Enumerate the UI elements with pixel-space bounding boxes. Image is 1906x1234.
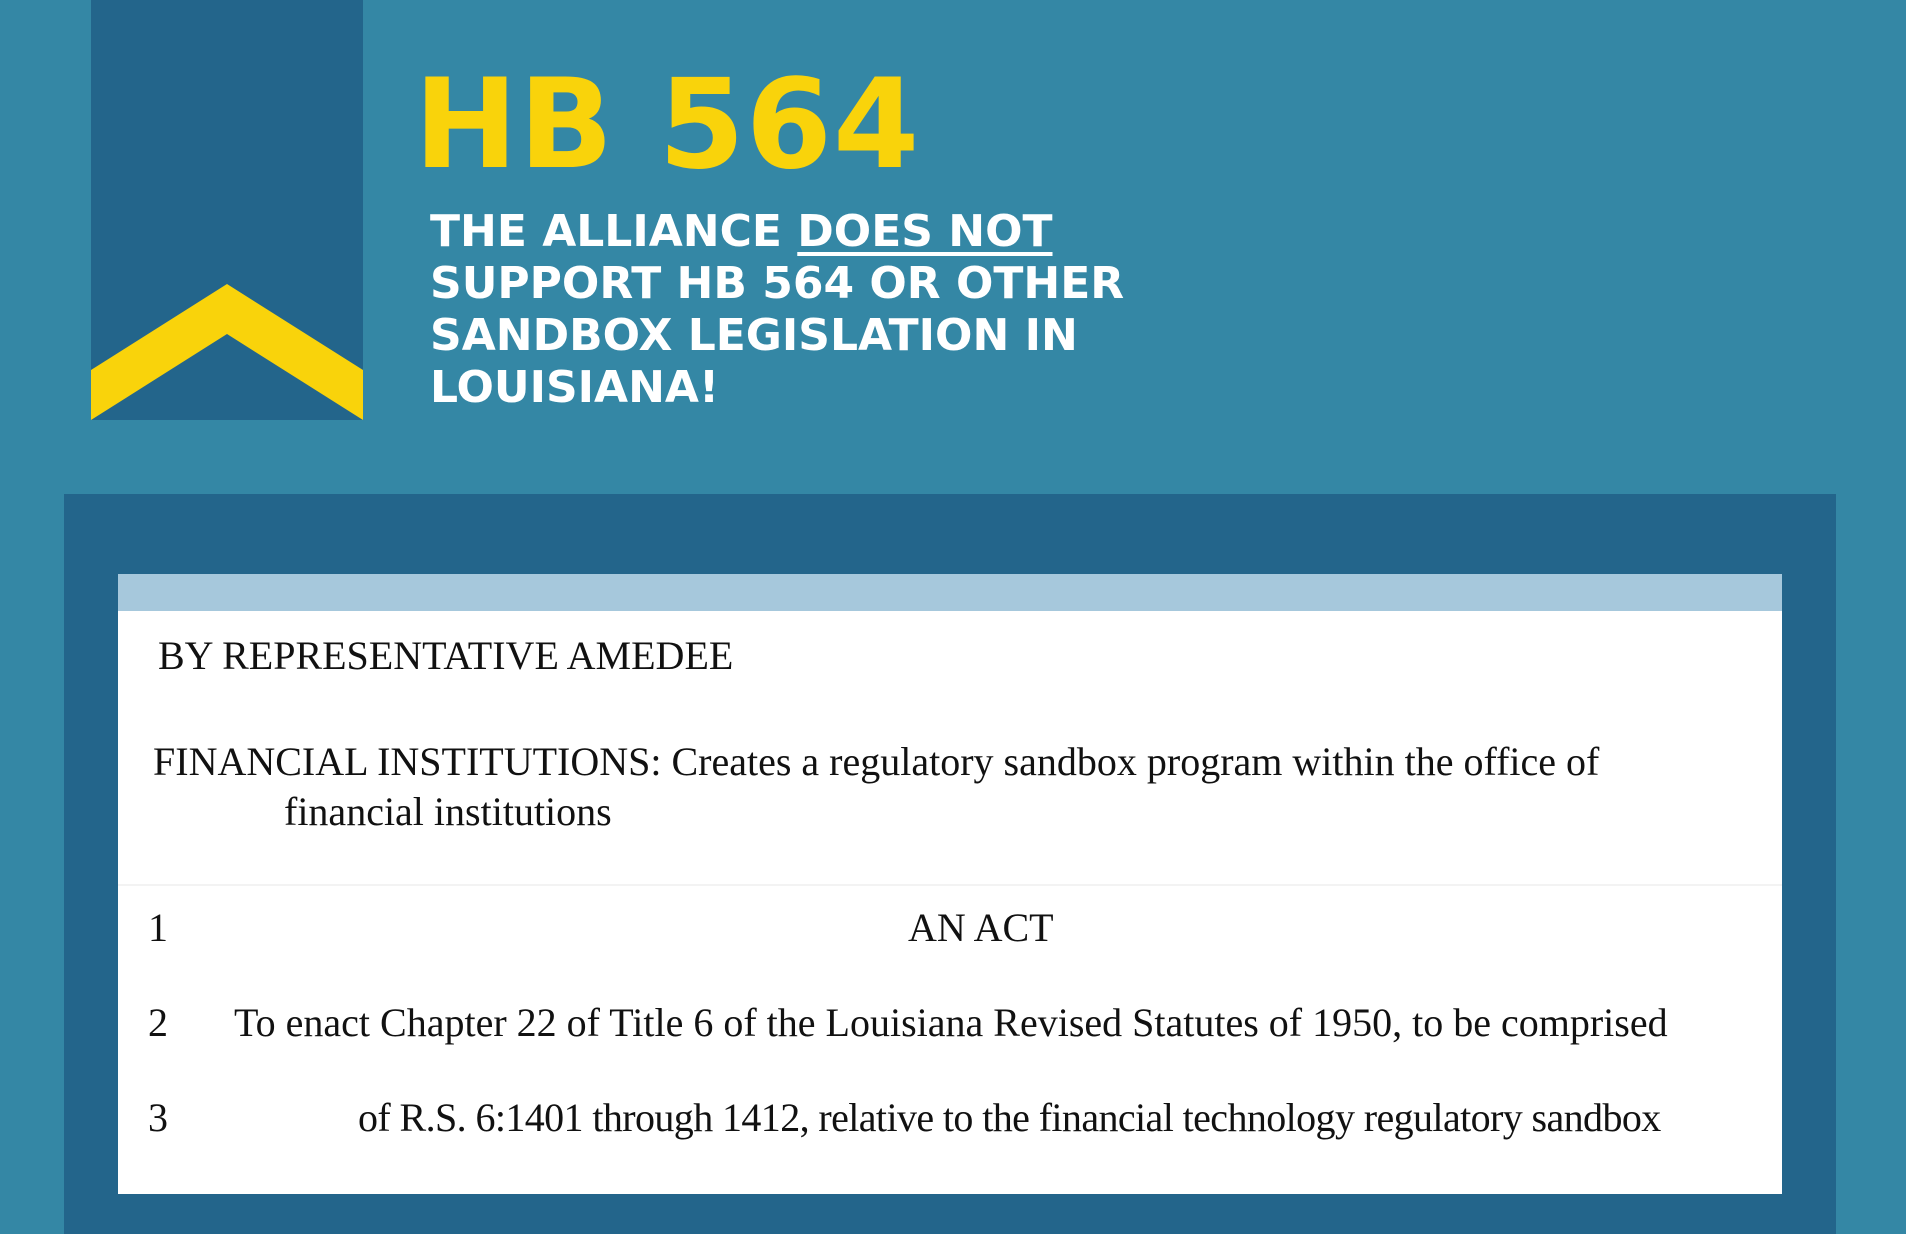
subtitle-rest-1: SUPPORT HB 564 OR OTHER [430,258,1125,309]
bill-excerpt [118,574,1782,1194]
subtitle-prefix: THE ALLIANCE [430,206,798,257]
page-subtitle [430,206,1150,414]
bill-digest-line-1: FINANCIAL INSTITUTIONS: Creates a regulatory sandbox program within the office of [153,739,1600,784]
divider [118,884,1782,886]
subtitle-rest-3: LOUISIANA! [430,362,720,413]
bill-digest-line-2: financial institutions [284,789,612,834]
bill-text-line: To enact Chapter 22 of Title 6 of the Louisiana Revised Statutes of 1950, to be comprised [234,1000,1668,1045]
page-title: HB 564 [414,53,921,197]
subtitle-rest-2: SANDBOX LEGISLATION IN [430,310,1078,361]
line-number: 1 [148,905,168,950]
subtitle-emphasis: DOES NOT [797,206,1053,257]
bill-text-line: of R.S. 6:1401 through 1412, relative to the financial technology regulatory sandbox [358,1095,1661,1140]
line-number: 2 [148,1000,168,1045]
line-number: 3 [148,1095,168,1140]
act-heading: AN ACT [908,905,1054,950]
bill-sponsor: BY REPRESENTATIVE AMEDEE [158,633,734,678]
document-header-band [118,574,1782,611]
chevron-up-icon [91,284,363,420]
